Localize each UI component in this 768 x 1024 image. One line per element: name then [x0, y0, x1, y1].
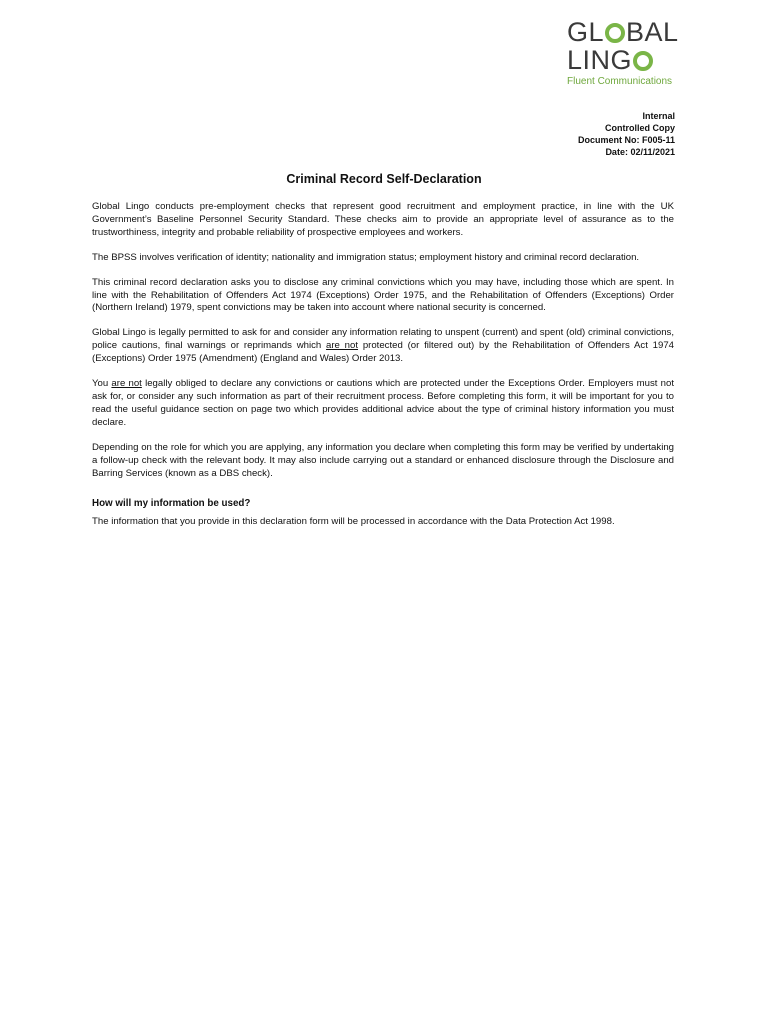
- paragraph-data-protection: The information that you provide in this declaration form will be processed in accordance with the Data Protection Act 1998.: [92, 516, 615, 528]
- logo-word-global: [567, 18, 707, 46]
- logo-text-bal: BAL: [626, 17, 679, 47]
- meta-date: Date: 02/11/2021: [605, 147, 675, 157]
- text-span: legally obliged to declare any convictions or cautions which are protected under the Exceptions Order. Employers must not ask for, or consider any such information as part of their recruitment process. Before completing this form, it will be important for you to read the useful guidance section on page two which provides additional advice about the type of criminal history information you must declare.: [92, 378, 675, 428]
- paragraph-not-obliged: [92, 378, 674, 430]
- underlined-text: are not: [111, 378, 142, 390]
- logo-tagline: Fluent Communications: [567, 76, 673, 87]
- paragraph-verification: Depending on the role for which you are applying, any information you declare when completing this form may be verified by undertaking a follow-up check with the relevant body. It may also include carrying out a standard or enhanced disclosure through the Disclosure and Barring Services (known as a DBS check).: [92, 441, 674, 479]
- paragraph-bpss: The BPSS involves verification of identity; nationality and immigration status; employment history and criminal record declaration.: [92, 251, 640, 263]
- paragraph-declaration: This criminal record declaration asks you to disclose any criminal convictions which you may have, including those which are spent. In line with the Rehabilitation of Offenders Act 1974 (Exceptions) Order 1975, and the Rehabilitation of Offenders (Exceptions) Order (Northern Ireland) 1979, spent convictions may be taken into account where national security is concerned.: [92, 276, 674, 314]
- meta-document-number: Document No: F005-11: [577, 135, 675, 145]
- text-span: You: [92, 378, 112, 390]
- company-logo: [567, 18, 707, 88]
- underlined-text: are not: [326, 340, 359, 352]
- paragraph-intro: Global Lingo conducts pre-employment checks that represent good recruitment and employment practice, in line with the UK Government’s Baseline Personnel Security Standard. These checks aim to provide an appropriate level of assurance as to the trustworthiness, integrity and probable reliability of prospective employees and workers.: [92, 201, 674, 238]
- logo-o-ring: [605, 23, 625, 43]
- meta-classification: Internal: [642, 111, 675, 121]
- document-body: [92, 201, 674, 541]
- logo-text-gl: GL: [567, 17, 605, 47]
- text-span: Global Lingo is legally permitted to ask for and consider any information relating to unspent (current) and spent (old) criminal convictions, police cautions, final warnings or reprimands which: [92, 327, 674, 352]
- document-meta: [578, 110, 675, 158]
- logo-word-lingo: [567, 46, 707, 74]
- section-heading-information-use: How will my information be used?: [92, 498, 251, 510]
- logo-o-ring: [633, 51, 653, 71]
- paragraph-legal-permission: [92, 327, 674, 366]
- text-span: protected (or filtered out) by the Rehabilitation of Offenders Act 1974 (Exceptions) Order 1975 (Amendment) (England and Wales) Order 2013.: [92, 340, 674, 365]
- document-title: Criminal Record Self-Declaration: [286, 172, 482, 186]
- meta-copy-status: Controlled Copy: [605, 123, 675, 133]
- logo-text-ling: LING: [567, 45, 633, 75]
